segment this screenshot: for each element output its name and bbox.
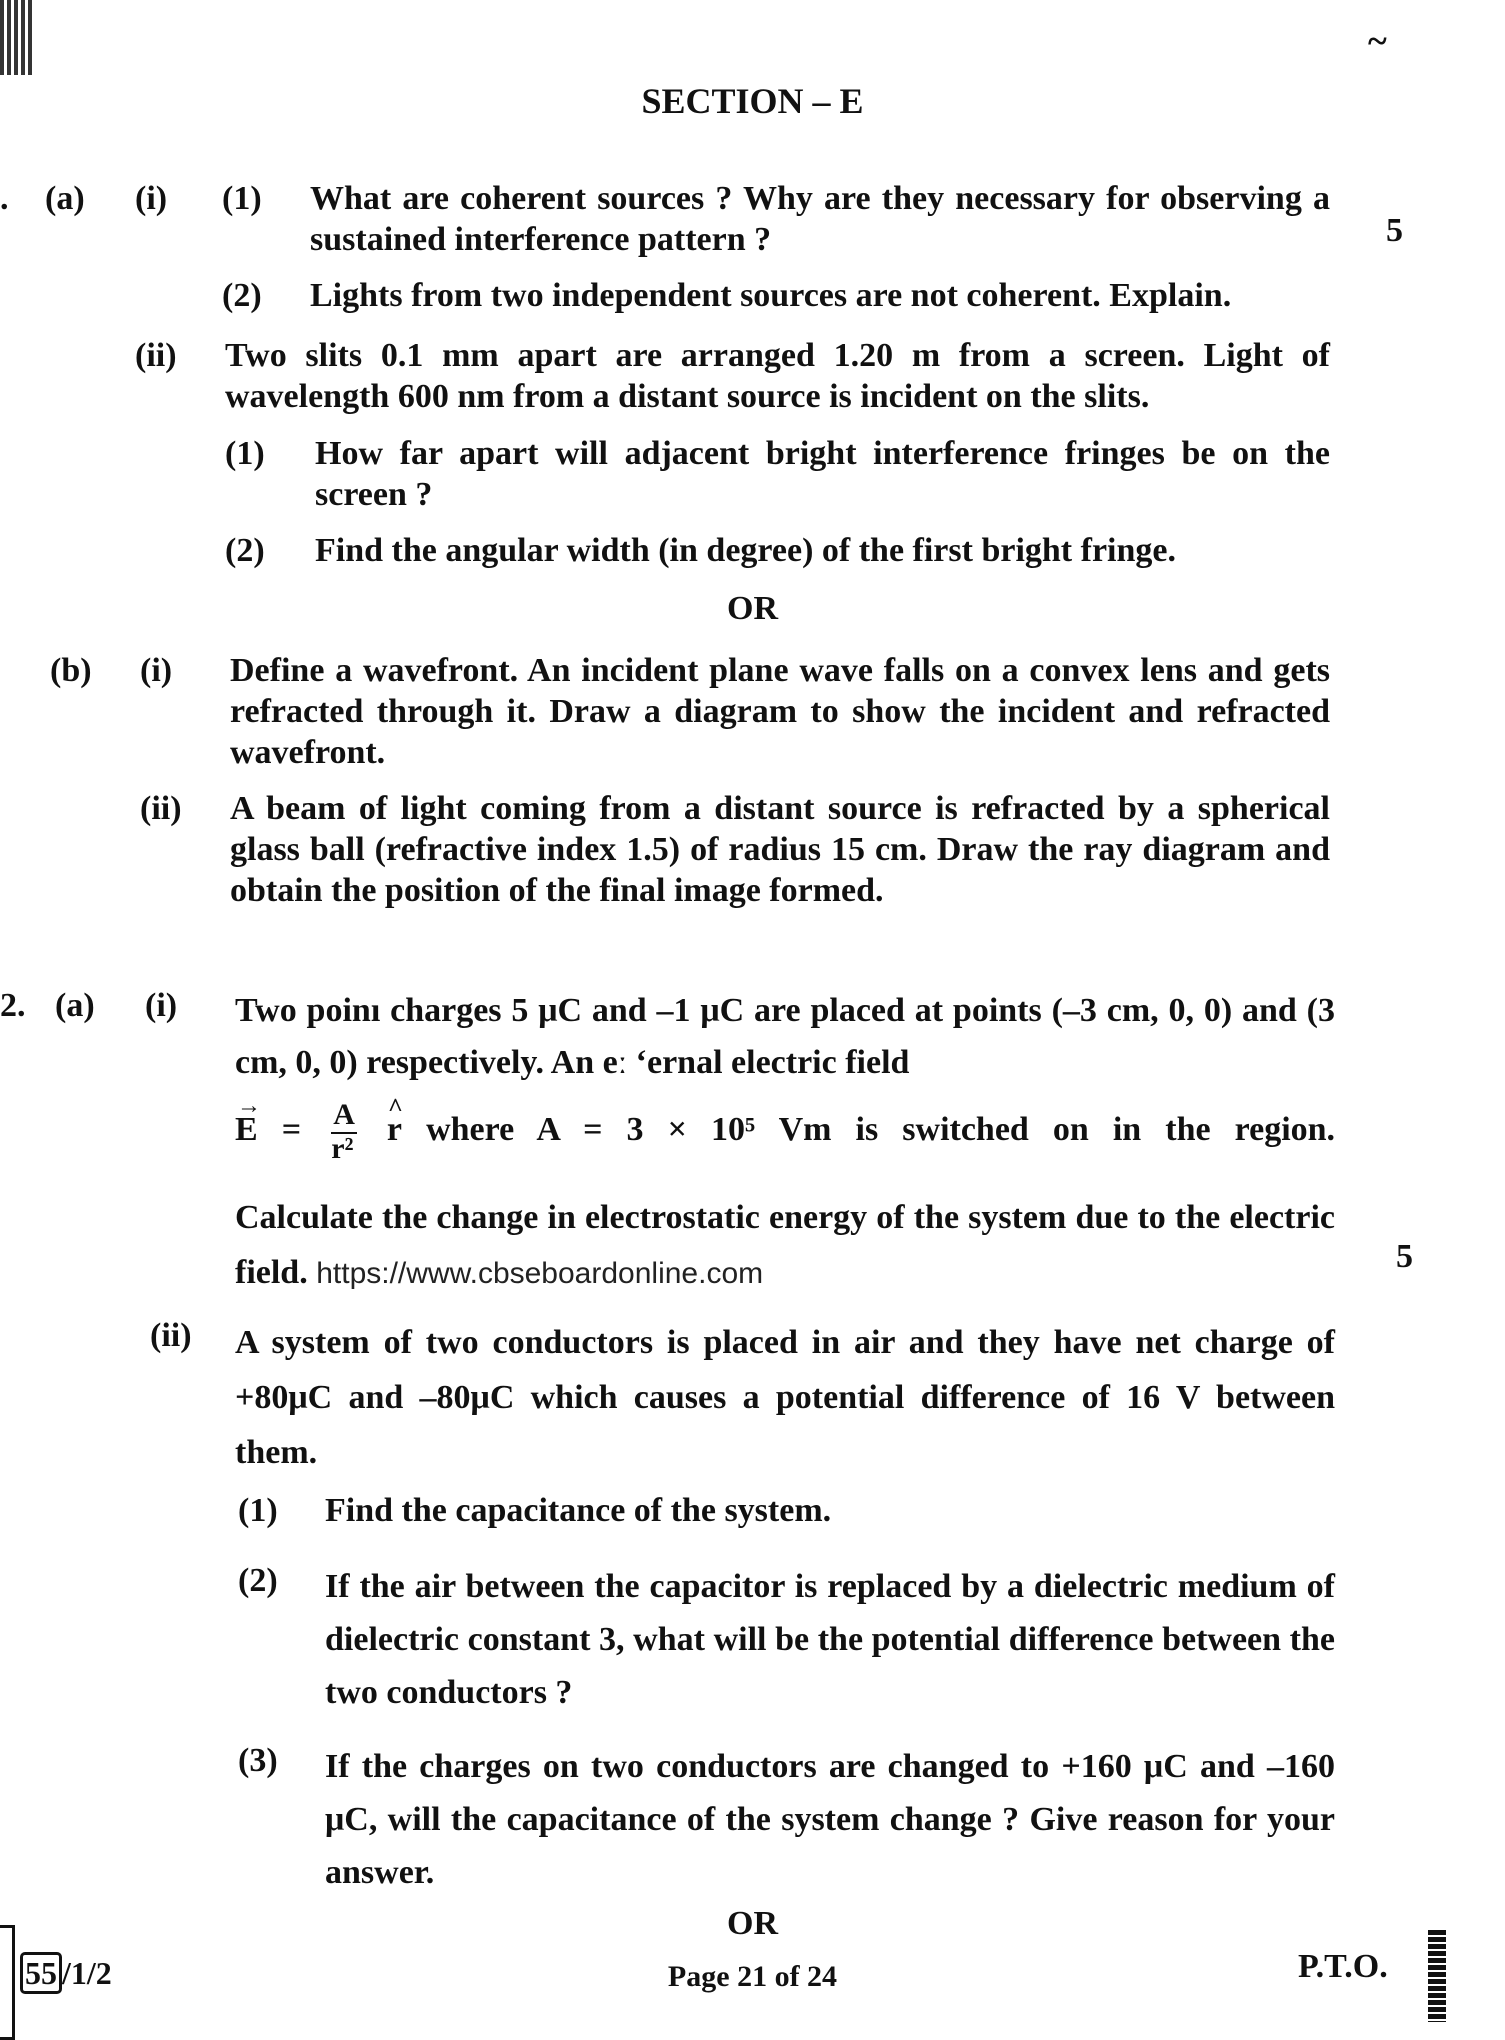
watermark-url: https://www.cbseboardonline.com [316, 1257, 764, 1290]
q1-b-i-label: (i) [140, 652, 173, 689]
q1-a-label: (a) [45, 180, 85, 217]
q2-a-i-text-1: Two poinı charges 5 μC and –1 μC are placed at points (–3 cm, 0, 0) and (3 cm, 0, 0) respectively. An eː ʻernal electric field [235, 992, 1335, 1081]
q1-b-label: (b) [50, 652, 92, 689]
q2-a-ii-2-text: If the air between the capacitor is replaced by a dielectric medium of dielectric constant 3, what will be the potential difference between the two conductors ? [325, 1568, 1335, 1711]
q1-a-ii-1-label: (1) [225, 435, 265, 472]
q1-a-ii-1-text: How far apart will adjacent bright interference fringes be on the screen ? [315, 435, 1330, 513]
formula-numerator: A [331, 1100, 357, 1134]
q1-a-ii-2-label: (2) [225, 532, 265, 569]
q1-b-ii-label: (ii) [140, 790, 182, 827]
corner-mark: ~ [1368, 21, 1387, 61]
q1-number: . [0, 180, 9, 217]
page-number: Page 21 of 24 [667, 1960, 838, 1993]
q2-a-ii-1-label: (1) [238, 1492, 278, 1529]
q1-b-i-text: Define a wavefront. An incident plane wave falls on a convex lens and gets refracted through it. Draw a diagram to show the incident and refracted wavefront. [230, 652, 1330, 771]
paper-code-rest: /1/2 [62, 1955, 112, 1991]
q2-or: OR [727, 1905, 778, 1942]
q1-a-ii-2-text: Find the angular width (in degree) of the first bright fringe. [315, 532, 1176, 569]
q2-a-ii-text: A system of two conductors is placed in air and they have net charge of +80μC and –80μC which causes a potential difference of 16 V between them. [235, 1324, 1335, 1471]
qr-code-icon [0, 0, 34, 75]
q1-a-ii-text: Two slits 0.1 mm apart are arranged 1.20 m from a screen. Light of wavelength 600 nm from a distant source is incident on the slits. [225, 337, 1330, 415]
q2-a-ii-3-label: (3) [238, 1742, 278, 1779]
formula-e-vector: → E [235, 1100, 258, 1160]
q1-or: OR [727, 590, 778, 627]
section-title: SECTION – E [641, 81, 864, 121]
q2-formula-line [235, 1100, 1335, 1164]
q1-a-i-1-text: What are coherent sources ? Why are they necessary for observing a sustained interference pattern ? [310, 180, 1330, 258]
formula-equals: = [281, 1111, 302, 1148]
formula-denominator: r² [331, 1132, 354, 1166]
q2-a-ii-2-label: (2) [238, 1562, 278, 1599]
q2-a-i-label: (i) [145, 987, 178, 1024]
q2-a-i-text-3: Calculate the change in electrostatic energy of the system due to the electric field. [235, 1199, 1335, 1291]
q2-a-ii-1-text: Find the capacitance of the system. [325, 1492, 832, 1529]
q1-a-ii-label: (ii) [135, 337, 177, 374]
formula-fraction [331, 1100, 357, 1164]
paper-code-boxed: 55 [20, 1952, 62, 1994]
q2-marks: 5 [1396, 1238, 1413, 1275]
q2-a-i-text-3-block [235, 1190, 1335, 1301]
q1-b-ii-text: A beam of light coming from a distant source is refracted by a spherical glass ball (refractive index 1.5) of radius 15 cm. Draw the ray diagram and obtain the position of the final image formed. [230, 790, 1330, 909]
q1-a-i-2-label: (2) [222, 277, 262, 314]
q2-number: 2. [0, 987, 26, 1024]
q2-a-i-text-2: where A = 3 × 10⁵ Vm is switched on in the region. [426, 1111, 1336, 1148]
q2-a-label: (a) [55, 987, 95, 1024]
q1-marks: 5 [1386, 212, 1403, 249]
barcode-icon [1428, 1930, 1446, 2022]
q1-a-i-2-text: Lights from two independent sources are not coherent. Explain. [310, 277, 1232, 314]
q1-a-i-label: (i) [135, 180, 168, 217]
formula-r-hat: ^ r [387, 1100, 402, 1160]
pto-label: P.T.O. [1298, 1948, 1388, 1985]
q2-a-ii-3-text: If the charges on two conductors are changed to +160 μC and –160 μC, will the capacitance of the system change ? Give reason for your answer. [325, 1748, 1335, 1891]
q2-a-ii-label: (ii) [150, 1317, 192, 1354]
q1-a-i-1-label: (1) [222, 180, 262, 217]
